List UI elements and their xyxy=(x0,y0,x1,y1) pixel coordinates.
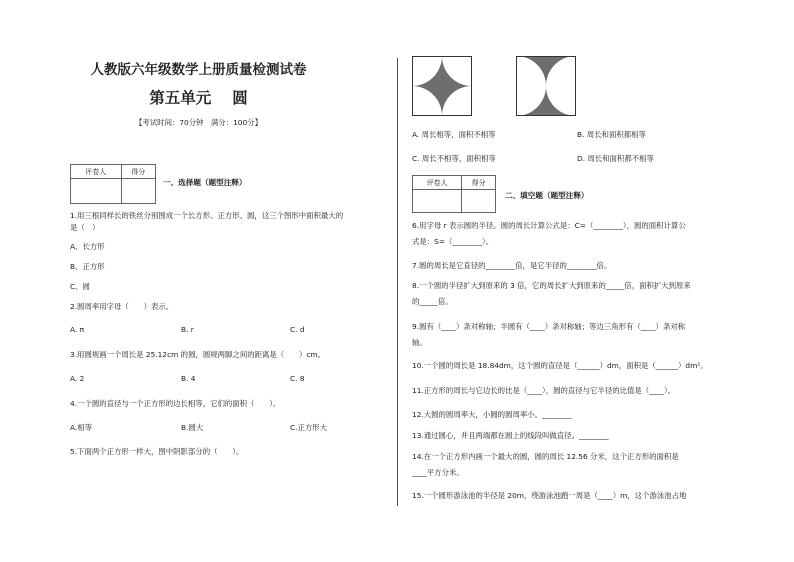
section2-heading: 二、填空题（题型注释） xyxy=(505,191,589,200)
q3-option-b[interactable]: B. 4 xyxy=(181,374,196,383)
question-12: 12.大圆的圆周率大，小圆的圆周率小。________ xyxy=(412,410,572,419)
q5-option-d[interactable]: D. 周长和面积都不相等 xyxy=(577,154,654,163)
question-11: 11.正方形的周长与它边长的比是（____），圆的直径与它半径的比值是（____）。 xyxy=(412,386,676,395)
question-5: 5.下面两个正方形一样大，图中阴影部分的（ ）。 xyxy=(70,447,244,456)
score-table-cell[interactable] xyxy=(121,179,155,204)
score-table-label-grader: 评卷人 xyxy=(71,165,122,179)
score-table-cell[interactable] xyxy=(462,190,496,213)
q5-option-a[interactable]: A. 周长相等，面积不相等 xyxy=(412,130,496,139)
exam-info: 【考试时间：70分钟 满分：100分】 xyxy=(135,118,262,127)
question-14-cont: ____平方分米。 xyxy=(412,468,464,477)
q2-option-b[interactable]: B. r xyxy=(181,325,194,334)
question-6-cont: 式是：S=（________）。 xyxy=(412,237,494,246)
question-4: 4.一个圆的直径与一个正方形的边长相等，它们的面积（ ）。 xyxy=(70,399,281,408)
exam-title: 人教版六年级数学上册质量检测试卷 xyxy=(90,62,307,78)
q5-option-c[interactable]: C. 周长不相等，面积相等 xyxy=(412,154,496,163)
question-15: 15.一个圆形游泳池的半径是 20m，绕游泳池跑一周是（____）m，这个游泳池占地 xyxy=(412,491,687,500)
q4-option-a[interactable]: A.相等 xyxy=(70,423,93,432)
question-6: 6.用字母 r 表示圆的半径。圆的周长计算公式是：C=（________），圆的面积计算公 xyxy=(412,221,686,230)
question-9: 9.圆有（____）条对称轴；半圆有（____）条对称轴；等边三角形有（____）条对称 xyxy=(412,322,686,331)
question-14: 14.在一个正方形内画一个最大的圆，圆的周长 12.56 分米，这个正方形的面积是 xyxy=(412,452,679,461)
figure-b-half-circles xyxy=(516,56,576,116)
figure-a-star-shape xyxy=(412,56,472,116)
column-divider xyxy=(397,58,398,506)
question-1-cont: 是（ ） xyxy=(70,223,100,232)
question-8: 8.一个圆的半径扩大到原来的 3 倍，它的周长扩大到原来的_____倍，面积扩大到原来 xyxy=(412,281,691,290)
question-2: 2.圆周率用字母（ ）表示。 xyxy=(70,302,174,311)
q2-option-c[interactable]: C. d xyxy=(290,325,305,334)
question-9-cont: 轴。 xyxy=(412,338,427,347)
score-table-label-score: 得分 xyxy=(121,165,155,179)
unit-title: 第五单元 圆 xyxy=(149,88,248,107)
score-table-label-grader: 评卷人 xyxy=(413,176,462,190)
q4-option-b[interactable]: B.圆大 xyxy=(181,423,204,432)
q4-option-c[interactable]: C.正方形大 xyxy=(290,423,328,432)
q1-option-c[interactable]: C、圆 xyxy=(70,282,90,291)
q1-option-a[interactable]: A、长方形 xyxy=(70,242,105,251)
section1-heading: 一、选择题（题型注释） xyxy=(163,178,247,187)
score-table-2 xyxy=(412,175,496,213)
score-table-cell[interactable] xyxy=(71,179,122,204)
question-1: 1.用三根同样长的铁丝分别围成一个长方形、正方形、圆，这三个图形中面积最大的 xyxy=(70,211,344,220)
q5-option-b[interactable]: B. 周长和面积都相等 xyxy=(577,130,646,139)
q3-option-a[interactable]: A. 2 xyxy=(70,374,85,383)
q1-option-b[interactable]: B、正方形 xyxy=(70,262,105,271)
question-3: 3.用圆规画一个周长是 25.12cm 的圆，圆规两脚之间的距离是（ ）cm。 xyxy=(70,350,325,359)
question-8-cont: 的_____倍。 xyxy=(412,297,453,306)
q2-option-a[interactable]: A. π xyxy=(70,325,85,334)
score-table-cell[interactable] xyxy=(413,190,462,213)
question-13: 13.通过圆心，并且两端都在圆上的线段叫做直径。________ xyxy=(412,431,609,440)
question-10: 10.一个圆的周长是 18.84dm，这个圆的直径是（______）dm，面积是（______）dm²。 xyxy=(412,361,708,370)
q3-option-c[interactable]: C. 8 xyxy=(290,374,305,383)
question-7: 7.圆的周长是它直径的________倍，是它半径的________倍。 xyxy=(412,261,612,270)
score-table-label-score: 得分 xyxy=(462,176,496,190)
score-table-1 xyxy=(70,164,156,204)
